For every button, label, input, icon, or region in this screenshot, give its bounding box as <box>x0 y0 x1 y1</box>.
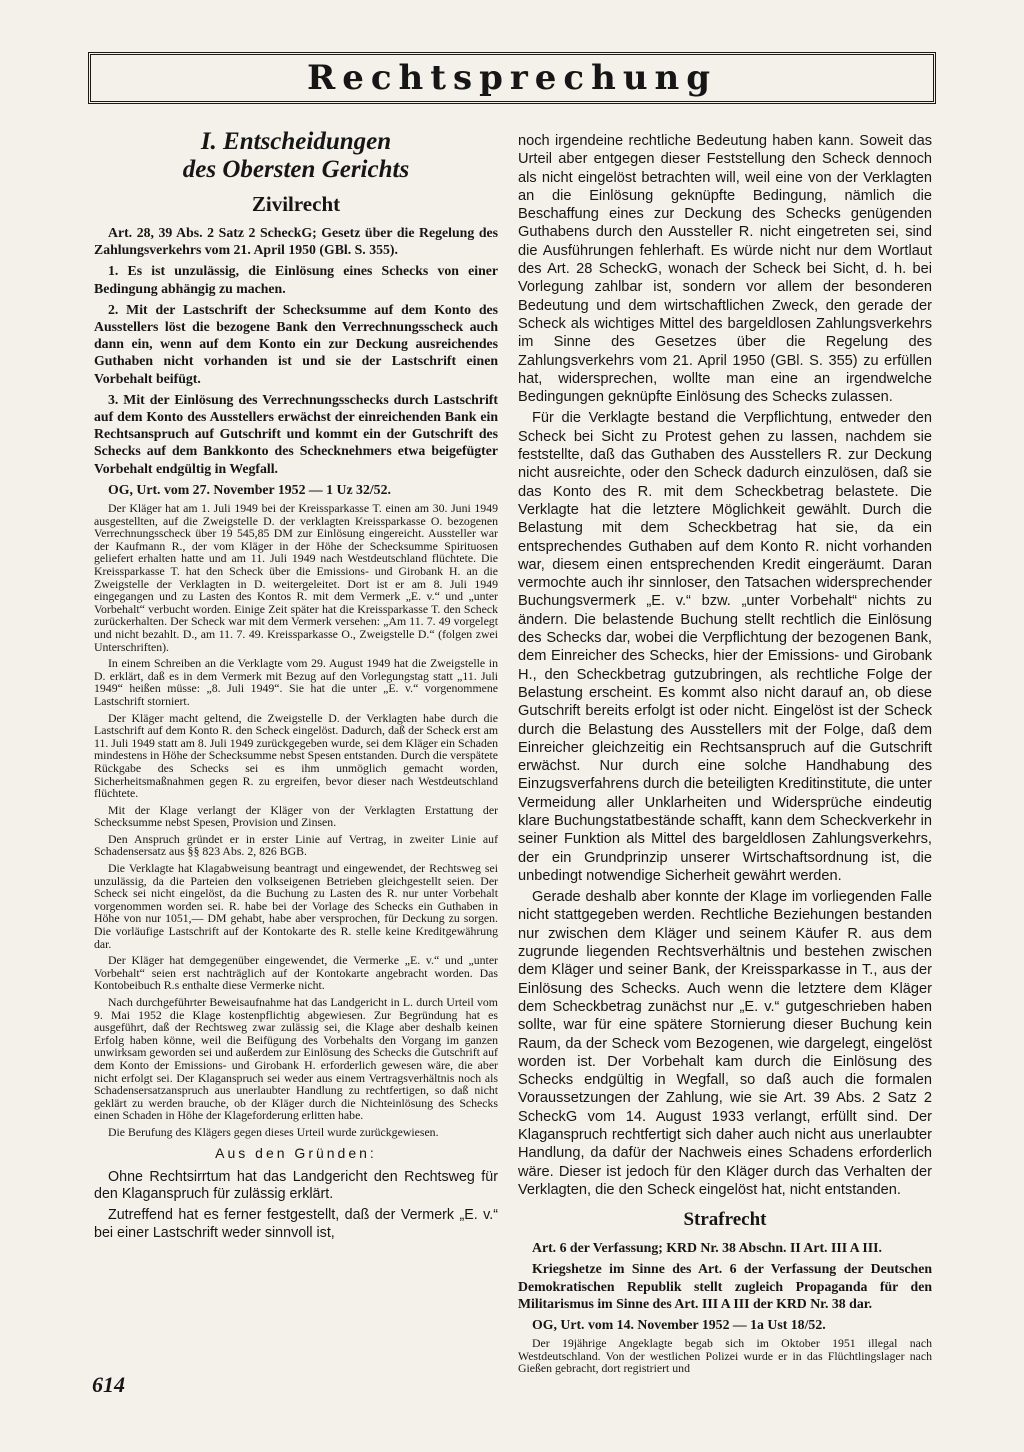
leitsatz-3: 3. Mit der Einlösung des Verrechnungsschecks durch Lastschrift auf dem Konto des Ausstellers erwächst der einreichenden Bank ein Rechtsanspruch auf Gutschrift und kommt ein der Gutschrift des Schecks auf dem Bankkonto des Schecknehmers etwa beigefügter Vorbehalt endgültig in Wegfall. <box>94 391 498 476</box>
facts-paragraph: Den Anspruch gründet er in erster Linie auf Vertrag, in zweiter Linie auf Schadensersatz aus §§ 823 Abs. 2, 826 BGB. <box>94 831 498 859</box>
grounds-paragraph: Zutreffend hat es ferner festgestellt, daß der Vermerk „E. v.“ bei einer Lastschrift weder sinnvoll ist, <box>94 1207 498 1242</box>
right-column <box>518 132 932 1379</box>
page-number: 614 <box>92 1372 125 1397</box>
ruling-reference: OG, Urt. vom 14. November 1952 — 1a Ust 18/52. <box>532 1317 826 1333</box>
facts-paragraph: Der Kläger macht geltend, die Zweigstelle D. der Verklagten habe durch die Lastschrift auf dem Konto R. den Scheck eingelöst. Dadurch, daß der Scheck erst am 11. Juli 1949 statt am 8. Juli 1949 zurückgegeben wurde, sei dem Kläger ein Schaden mindestens in Höhe der Schecksumme nebst Spesen entstanden. Durch die verspätete Rückgabe des Schecks sei es ihm unmöglich gemacht worden, Sicherheitsmaßnahmen gegen R. zu ergreifen, bevor dieser nach Westdeutschland flüchtete. <box>94 710 498 801</box>
facts-paragraph: In einem Schreiben an die Verklagte vom 29. August 1949 hat die Zweigstelle in D. erklärt, daß es in dem Vermerk mit Bezug auf den Vorlegungstag statt „11. Juli 1949“ heißen müsse: „8. Juli 1949“. Sie hat die unter „E. v.“ vorgenommene Lastschrift storniert. <box>94 656 498 708</box>
body-paragraph: Für die Verklagte bestand die Verpflichtung, entweder den Scheck bei Sicht zu Protest gehen zu lassen, nachdem sie feststellte, daß das Guthaben des Ausstellers R. zur Deckung nicht ausreichte, oder den Scheck dadurch einzulösen, daß sie das Konto des R. mit dem Scheckbetrag belastete. Die Verklagte hat die letztere Möglichkeit gewählt. Durch die Belastung mit dem Scheckbetrag hat sie, da ein entsprechendes Guthaben auf dem Konto R. nicht vorhanden war, diesem einen entsprechenden Kredit eingeräumt. Daran vermochte auch ihr sinnloser, den Tatsachen widersprechender Buchungsvermerk „E. v.“ bzw. „unter Vorbehalt“ nichts zu ändern. Die belastende Buchung stellt rechtlich die Einlösung des Schecks dar, wobei die Verpflichtung der bezogenen Bank, dem Einreicher des Schecks, hier der Emissions- und Girobank H., den Scheckbetrag gutzubringen, als rechtliche Folge der Belastung erscheint. Es kommt also nicht darauf an, ob diese Gutschrift bereits erfolgt ist oder nicht. Eingelöst ist der Scheck durch die Belastung des Ausstellers mit der Folge, daß dem Einreicher gleichzeitig ein Rechtsanspruch auf die Gutschrift erwächst. Nur durch eine solche Handhabung des Einzugsverfahrens durch die beteiligten Kreditinstitute, die unter Vermeidung aller Unklarheiten und Widersprüche eindeutig klare Buchungstatbestände schafft, kann dem Scheckverkehr in seiner Funktion als Mittel des bargeldlosen Zahlungsverkehrs, der ein Grundprinzip unserer Wirtschaftsordnung ist, die unbedingt notwendige Sicherheit gewährt werden. <box>518 410 932 884</box>
facts-paragraph: Der Kläger hat demgegenüber eingewendet, die Vermerke „E. v.“ und „unter Vorbehalt“ seien erst nachträglich auf der Kontokarte angebracht worden. Das Kontobeibuch R.s enthalte diese Vermerke nicht. <box>94 953 498 993</box>
facts-paragraph: Nach durchgeführter Beweisaufnahme hat das Landgericht in L. durch Urteil vom 9. Mai 1952 die Klage kostenpflichtig abgewiesen. Zur Begründung hat es ausgeführt, daß der Rechtsweg zwar zulässig sei, die Klage aber deshalb keinen Erfolg haben könne, weil die Beifügung des Vorbehalts den Vorgang im ganzen unwirksam geworden sei und außerdem zur Einlösung des Schecks die Gutschrift auf dem Konto der Emissions- und Girobank H. erforderlich gewesen wäre, die aber nicht erfolgt sei. Der Klaganspruch sei weder aus einem Vertragsverhältnis noch als Schadensersatzanspruch aus unerlaubter Handlung zu rechtfertigen, so daß nicht geklärt zu werden brauche, ob der Kläger durch die Nichteinlösung des Schecks einen Schaden in Höhe der Klageforderung erlitten habe. <box>94 995 498 1123</box>
citation: Art. 28, 39 Abs. 2 Satz 2 ScheckG; Gesetz über die Regelung des Zahlungsverkehrs vom 21. April 1950 (GBl. S. 355). <box>94 225 498 258</box>
citation: Art. 6 der Verfassung; KRD Nr. 38 Abschn. II Art. III A III. <box>532 1240 882 1256</box>
body-paragraph: Gerade deshalb aber konnte der Klage im vorliegenden Falle nicht stattgegeben werden. Rechtliche Beziehungen bestanden nur zwischen dem Kläger und seinem Käufer R. aus dem zugrunde liegenden Rechtsverhältnis und bestehen zwischen dem Kläger und seiner Bank, der Kreissparkasse in T., aus der Einlösung des Schecks. Auch wenn die letztere dem Kläger dem Scheckbetrag zunächst nur „E. v.“ gutgeschrieben haben sollte, war für eine spätere Stornierung dieser Buchung kein Raum, da der Scheck vom Bezogenen, wie dargelegt, eingelöst worden ist. Der Vorbehalt kam durch die Einlösung des Schecks endgültig in Wegfall, so daß auch die formalen Voraussetzungen der Zahlung, wie sie Art. 39 Abs. 2 Satz 2 ScheckG vom 14. August 1933 verlangt, erfüllt sind. Der Klaganspruch rechtfertigt sich daher auch nicht aus unerlaubter Handlung, da dafür der Nachweis eines Schadens erforderlich wäre. Dieser ist jedoch für den Kläger durch das Verhalten der Verklagten, die den Scheck eingelöst hat, nicht entstanden. <box>518 889 932 1198</box>
page-title: Rechtsprechung <box>306 58 718 98</box>
body-paragraph: noch irgendeine rechtliche Bedeutung haben kann. Soweit das Urteil aber entgegen dieser Feststellung den Scheck dennoch als nicht eingelöst betrachten will, weil eine von der Verklagten an die Einlösung geknüpfte Bedingung, nämlich die Beschaffung eines zur Deckung des Schecks genügenden Guthabens durch den Aussteller R. nicht eingetreten sei, sind die Ausführungen fehlerhaft. Es würde nicht nur dem Wortlaut des Art. 28 ScheckG, wonach der Scheck bei Sicht, d. h. bei Vorlegung zahlbar ist, sondern vor allem der besonderen Bedeutung und dem wirtschaftlichen Zweck, den gerade der Scheck als wichtiges Mittel des bargeldlosen Zahlungsverkehrs im Sinne des Gesetzes über die Regelung des Zahlungsverkehrs vom 21. April 1950 (GBl. S. 355) zu erfüllen hat, widersprechen, wollte man eine an irgendwelche Bedingungen geknüpfte Einlösung des Schecks zulassen. <box>518 133 932 406</box>
facts-paragraph: Der Kläger hat am 1. Juli 1949 bei der Kreissparkasse T. einen am 30. Juni 1949 ausgestellten, auf die Zweigstelle D. der verklagten Kreissparkasse O. bezogenen Verrechnungsscheck über 19 545,85 DM zur Einlösung eingereicht. Aussteller war der Kaufmann R., der vom Kläger in der Höhe der Schecksumme Spirituosen geliefert erhalten hatte und am 11. Juli 1949 nach Westdeutschland flüchtete. Die Kreissparkasse T. hat den Scheck über die Emissions- und Girobank H. an die Zweigstelle der Verklagten in D. weitergeleitet. Dort ist er am 8. Juli 1949 eingegangen und zu Lasten des Kontos R. mit dem Vermerk „E. v.“ und „unter Vorbehalt“ verbucht worden. Einige Zeit später hat die Kreissparkasse T. den Scheck zurückerhalten. Der Scheck war mit dem Vermerk versehen: „Am 11. 7. 49 vorgelegt und nicht bezahlt. D., am 11. 7. 49. Kreissparkasse O., Zweigstelle D.“ (folgen zwei Unterschriften). <box>94 501 498 654</box>
left-column <box>94 128 498 1246</box>
facts-paragraph: Die Verklagte hat Klagabweisung beantragt und eingewendet, der Rechtsweg sei unzulässig, da die Parteien den volkseigenen Betrieben gleichgestellt seien. Der Scheck sei nicht eingelöst, da die Buchung zu Lasten des R. nur unter Vorbehalt vorgenommen worden sei. R. habe bei der Vorlage des Schecks ein Guthaben in Höhe von nur 1051,— DM gehabt, habe aber versprochen, für Deckung zu sorgen. Die vorläufige Lastschrift auf der Kontokarte des R. stelle keine Kreditgewährung dar. <box>94 861 498 951</box>
header-box <box>88 52 936 104</box>
facts-paragraph: Der 19jährige Angeklagte begab sich im Oktober 1951 illegal nach Westdeutschland. Von der westlichen Polizei wurde er in das Flüchtlingslager nach Gießen gebracht, dort registriert und <box>518 1336 932 1376</box>
leitsatz-2: 2. Mit der Lastschrift der Schecksumme auf dem Konto des Ausstellers löst die bezogene Bank den Verrechnungsscheck auch dann ein, wenn auf dem Konto ein zur Deckung ausreichendes Guthaben nicht vorhanden ist und sie der Lastschrift einen Vorbehalt beifügt. <box>94 301 498 386</box>
ruling-reference: OG, Urt. vom 27. November 1952 — 1 Uz 32/52. <box>108 481 391 497</box>
grounds-heading: Aus den Gründen: <box>215 1144 377 1161</box>
grounds-paragraph: Ohne Rechtsirrtum hat das Landgericht den Rechtsweg für den Klaganspruch für zulässig erklärt. <box>94 1168 498 1203</box>
facts-paragraph: Mit der Klage verlangt der Kläger von der Verklagten Erstattung der Schecksumme nebst Spesen, Provision und Zinsen. <box>94 802 498 830</box>
subsection-title-strafrecht: Strafrecht <box>683 1209 767 1231</box>
section-title-line-1: I. Entscheidungen <box>200 128 392 155</box>
facts-paragraph: Die Berufung des Klägers gegen dieses Urteil wurde zurückgewiesen. <box>108 1124 439 1139</box>
section-title-line-2: des Obersten Gerichts <box>182 156 410 183</box>
leitsatz: Kriegshetze im Sinne des Art. 6 der Verfassung der Deutschen Demokratischen Republik stellt zugleich Propaganda für den Militarismus im Sinne des Art. III A III der KRD Nr. 38 dar. <box>518 1261 932 1311</box>
subsection-title-zivilrecht: Zivilrecht <box>251 192 341 216</box>
leitsatz-1: 1. Es ist unzulässig, die Einlösung eines Schecks von einer Bedingung abhängig zu machen. <box>94 263 498 296</box>
